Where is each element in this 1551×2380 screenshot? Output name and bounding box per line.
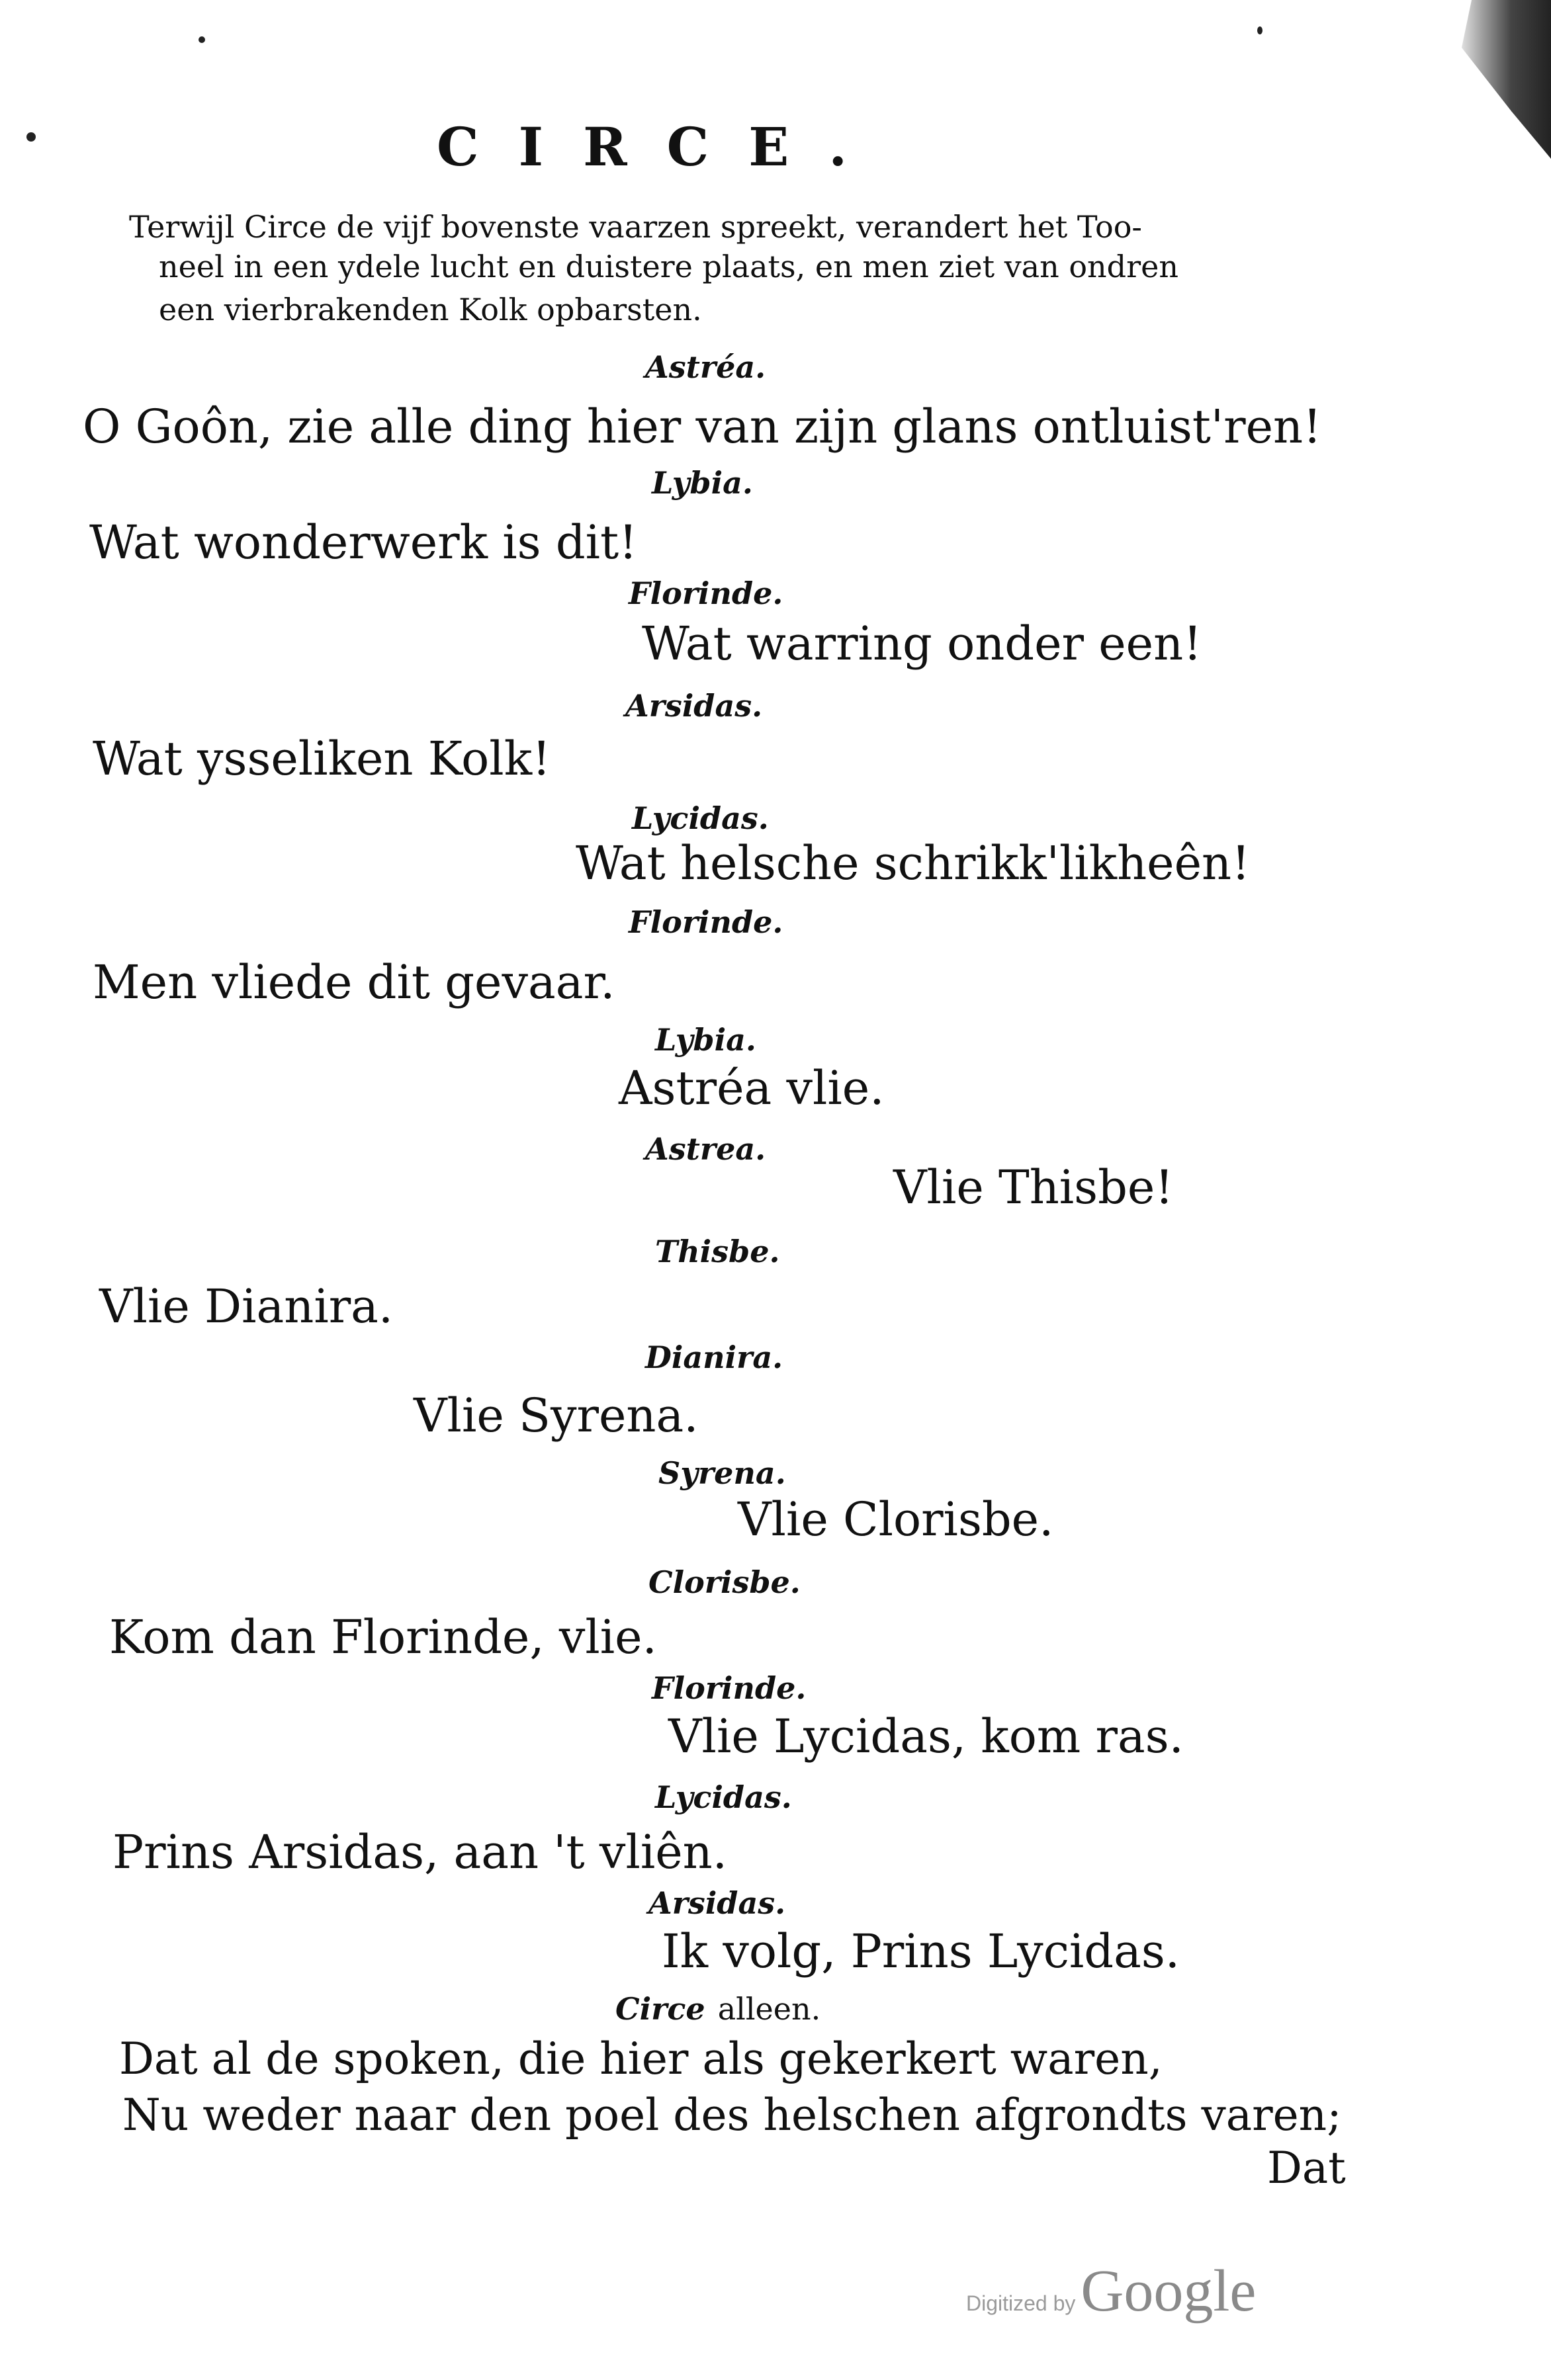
catchword: Dat [1267, 2143, 1346, 2193]
speaker-arsidas: Arsidas. [625, 688, 763, 724]
stage-direction-line-1: Terwijl Circe de vijf bovenste vaarzen spreekt, verandert het Too- [129, 209, 1142, 245]
verse-line-7: Astréa vlie. [619, 1061, 885, 1115]
verse-line-1: O Goôn, zie alle ding hier van zijn glans ontluist'ren! [83, 400, 1322, 454]
verse-line-5: Wat helsche schrikk'likheên! [576, 836, 1251, 890]
verse-line-10: Vlie Syrena. [414, 1388, 699, 1443]
ink-speck [1257, 26, 1263, 34]
google-logo: Google [1081, 2258, 1257, 2324]
speaker-florinde-2: Florinde. [629, 904, 783, 940]
speaker-lybia-2: Lybia. [655, 1022, 756, 1058]
verse-line-3: Wat warring onder een! [642, 616, 1202, 671]
verse-line-9: Vlie Dianira. [99, 1279, 394, 1334]
digitization-watermark [966, 2257, 1256, 2325]
speaker-circe: Circe [615, 1991, 705, 2027]
speaker-clorisbe: Clorisbe. [648, 1564, 801, 1600]
stage-note-alone: alleen. [717, 1991, 821, 2027]
speaker-lycidas-2: Lycidas. [655, 1779, 792, 1815]
speaker-lybia: Lybia. [652, 465, 753, 501]
verse-line-17: Nu weder naar den poel des helschen afgrondts varen; [122, 2090, 1342, 2141]
verse-line-16: Dat al de spoken, die hier als gekerkert waren, [119, 2033, 1163, 2084]
ink-speck [199, 36, 205, 43]
page-header: CIRCE. [437, 116, 887, 178]
verse-line-13: Vlie Lycidas, kom ras. [668, 1709, 1184, 1764]
speaker-arsidas-2: Arsidas. [648, 1885, 786, 1921]
speaker-thisbe: Thisbe. [655, 1234, 780, 1269]
speaker-florinde: Florinde. [629, 575, 783, 611]
speaker-astrea: Astréa. [645, 349, 766, 385]
speaker-lycidas: Lycidas. [632, 800, 769, 836]
speaker-dianira: Dianira. [645, 1339, 783, 1375]
verse-line-14: Prins Arsidas, aan 't vliên. [112, 1825, 728, 1879]
speaker-circe-alone [615, 1991, 820, 2027]
stage-direction-line-3: een vierbrakenden Kolk opbarsten. [159, 292, 702, 327]
speaker-astrea-2: Astrea. [645, 1131, 766, 1167]
speaker-florinde-3: Florinde. [652, 1670, 807, 1706]
page-edge-shadow [1452, 0, 1551, 159]
verse-line-15: Ik volg, Prins Lycidas. [662, 1924, 1180, 1978]
verse-line-6: Men vliede dit gevaar. [93, 955, 615, 1009]
verse-line-8: Vlie Thisbe! [893, 1160, 1174, 1214]
verse-line-2: Wat wonderwerk is dit! [89, 515, 638, 570]
ink-speck [26, 132, 36, 142]
verse-line-11: Vlie Clorisbe. [738, 1492, 1054, 1547]
verse-line-4: Wat ysseliken Kolk! [93, 732, 551, 786]
verse-line-12: Kom dan Florinde, vlie. [109, 1610, 657, 1664]
stage-direction-line-2: neel in een ydele lucht en duistere plaats, en men ziet van ondren [159, 249, 1178, 284]
digitized-by-label: Digitized by [966, 2291, 1076, 2315]
speaker-syrena: Syrena. [658, 1455, 786, 1491]
